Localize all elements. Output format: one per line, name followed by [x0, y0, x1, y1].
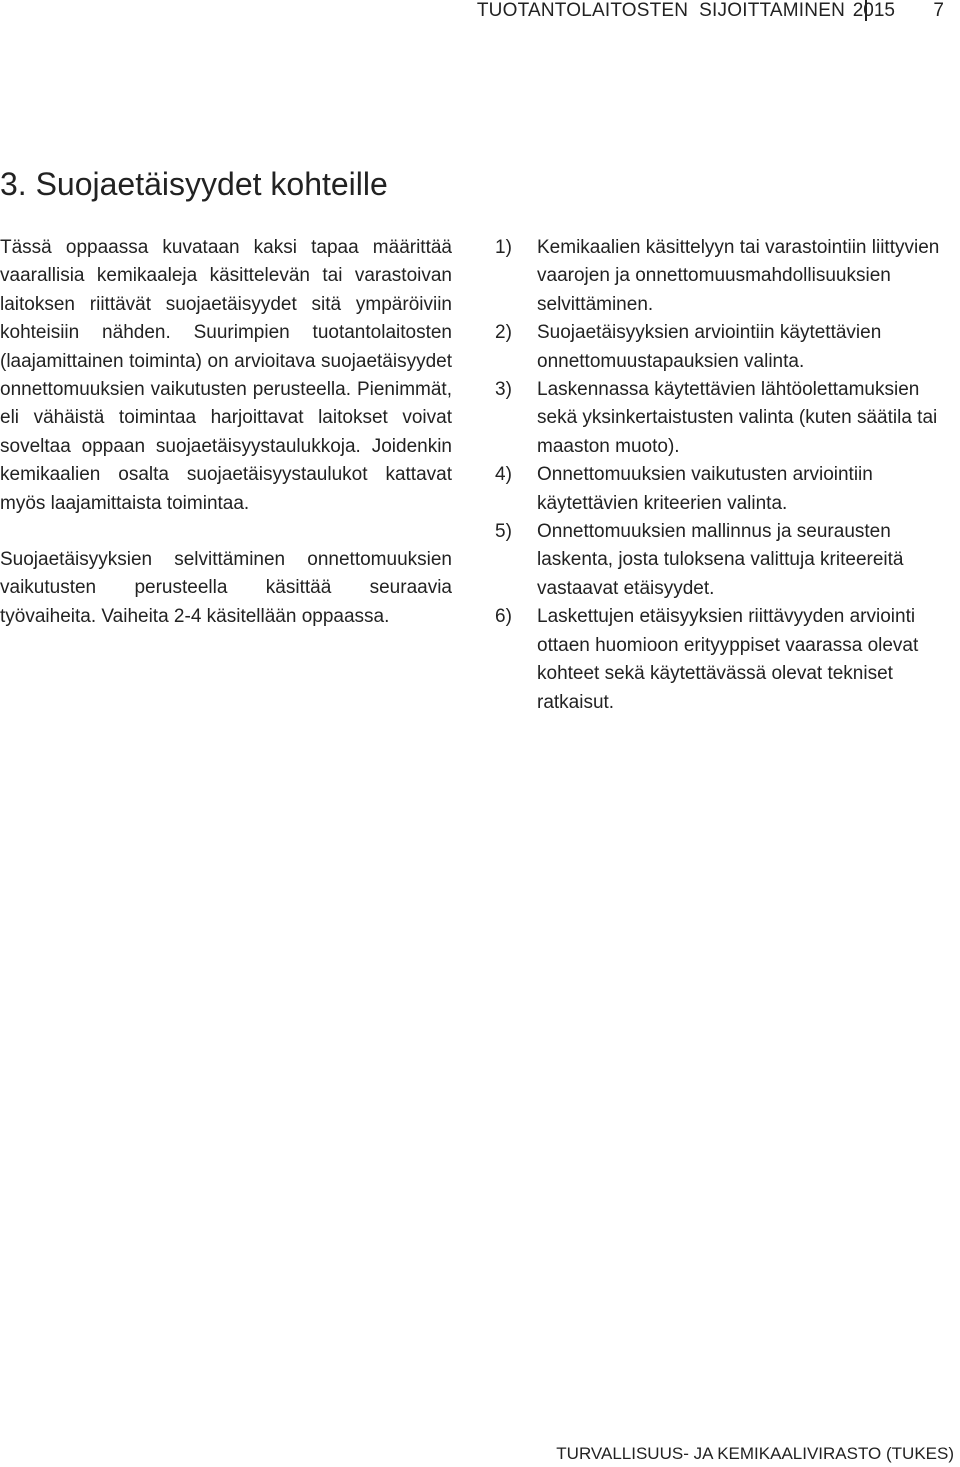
page-header: [0, 0, 960, 24]
list-item: [495, 376, 955, 461]
intro-paragraph: Tässä oppaassa kuvataan kaksi tapaa määrittää vaarallisia kemikaaleja käsittelevän tai varastoivan laitoksen riittävät suojaetäisyydet sitä ympäröiviin kohteisiin nähden. Suurimpien tuotantolaitosten (laajamittainen toiminta) on arvioitava suojaetäisyydet onnettomuuksien vaikutusten perusteella. Pienimmät, eli vähäistä toimintaa harjoittavat laitokset voivat soveltaa oppaan suojaetäisyystaulukkoja. Joidenkin kemikaalien osalta suojaetäisyystaulukot kattavat myös laajamittaista toimintaa.: [0, 237, 452, 514]
step-text: Kemikaalien käsittelyyn tai varastointiin liittyvien vaarojen ja onnettomuusmahdollisuuksien selvittäminen.: [537, 237, 940, 315]
list-item: [495, 319, 955, 376]
list-item: [495, 518, 955, 603]
list-item: [495, 603, 955, 717]
step-text: Laskettujen etäisyyksien riittävyyden arviointi ottaen huomioon erityyppiset vaarassa olevat kohteet sekä käytettävässä olevat tekniset ratkaisut.: [537, 606, 919, 713]
step-number: 4): [495, 464, 512, 486]
step-number: 6): [495, 606, 512, 628]
running-title: TUOTANTOLAITOSTEN SIJOITTAMINEN: [476, 0, 845, 21]
list-item: [495, 234, 955, 319]
step-number: 2): [495, 322, 512, 344]
step-number: 1): [495, 237, 512, 258]
step-text: Laskennassa käytettävien lähtöolettamuksien sekä yksinkertaistusten valinta (kuten säätila tai maaston muoto).: [537, 379, 938, 457]
step-number: 5): [495, 521, 512, 543]
step-text: Onnettomuuksien mallinnus ja seurausten laskenta, josta tuloksena valittuja kriteereitä vastaavat etäisyydet.: [537, 521, 904, 599]
step-text: Onnettomuuksien vaikutusten arviointiin käytettävien kriteerien valinta.: [537, 464, 873, 514]
steps-intro-paragraph: Suojaetäisyyksien selvittäminen onnettomuuksien vaikutusten perusteella käsittää seuraavia työvaiheita. Vaiheita 2-4 käsitellään oppaassa.: [0, 549, 452, 627]
section-title: 3. Suojaetäisyydet kohteille: [0, 166, 388, 202]
list-item: [495, 461, 955, 518]
step-text: Suojaetäisyyksien arviointiin käytettävien onnettomuustapauksien valinta.: [537, 322, 882, 372]
header-year: 2015: [852, 0, 895, 21]
page-footer: TURVALLISUUS- JA KEMIKAALIVIRASTO (TUKES): [556, 1444, 954, 1463]
step-number: 3): [495, 379, 512, 401]
page-number: 7: [933, 0, 944, 21]
left-column: [0, 234, 452, 659]
steps-list: [495, 234, 955, 717]
